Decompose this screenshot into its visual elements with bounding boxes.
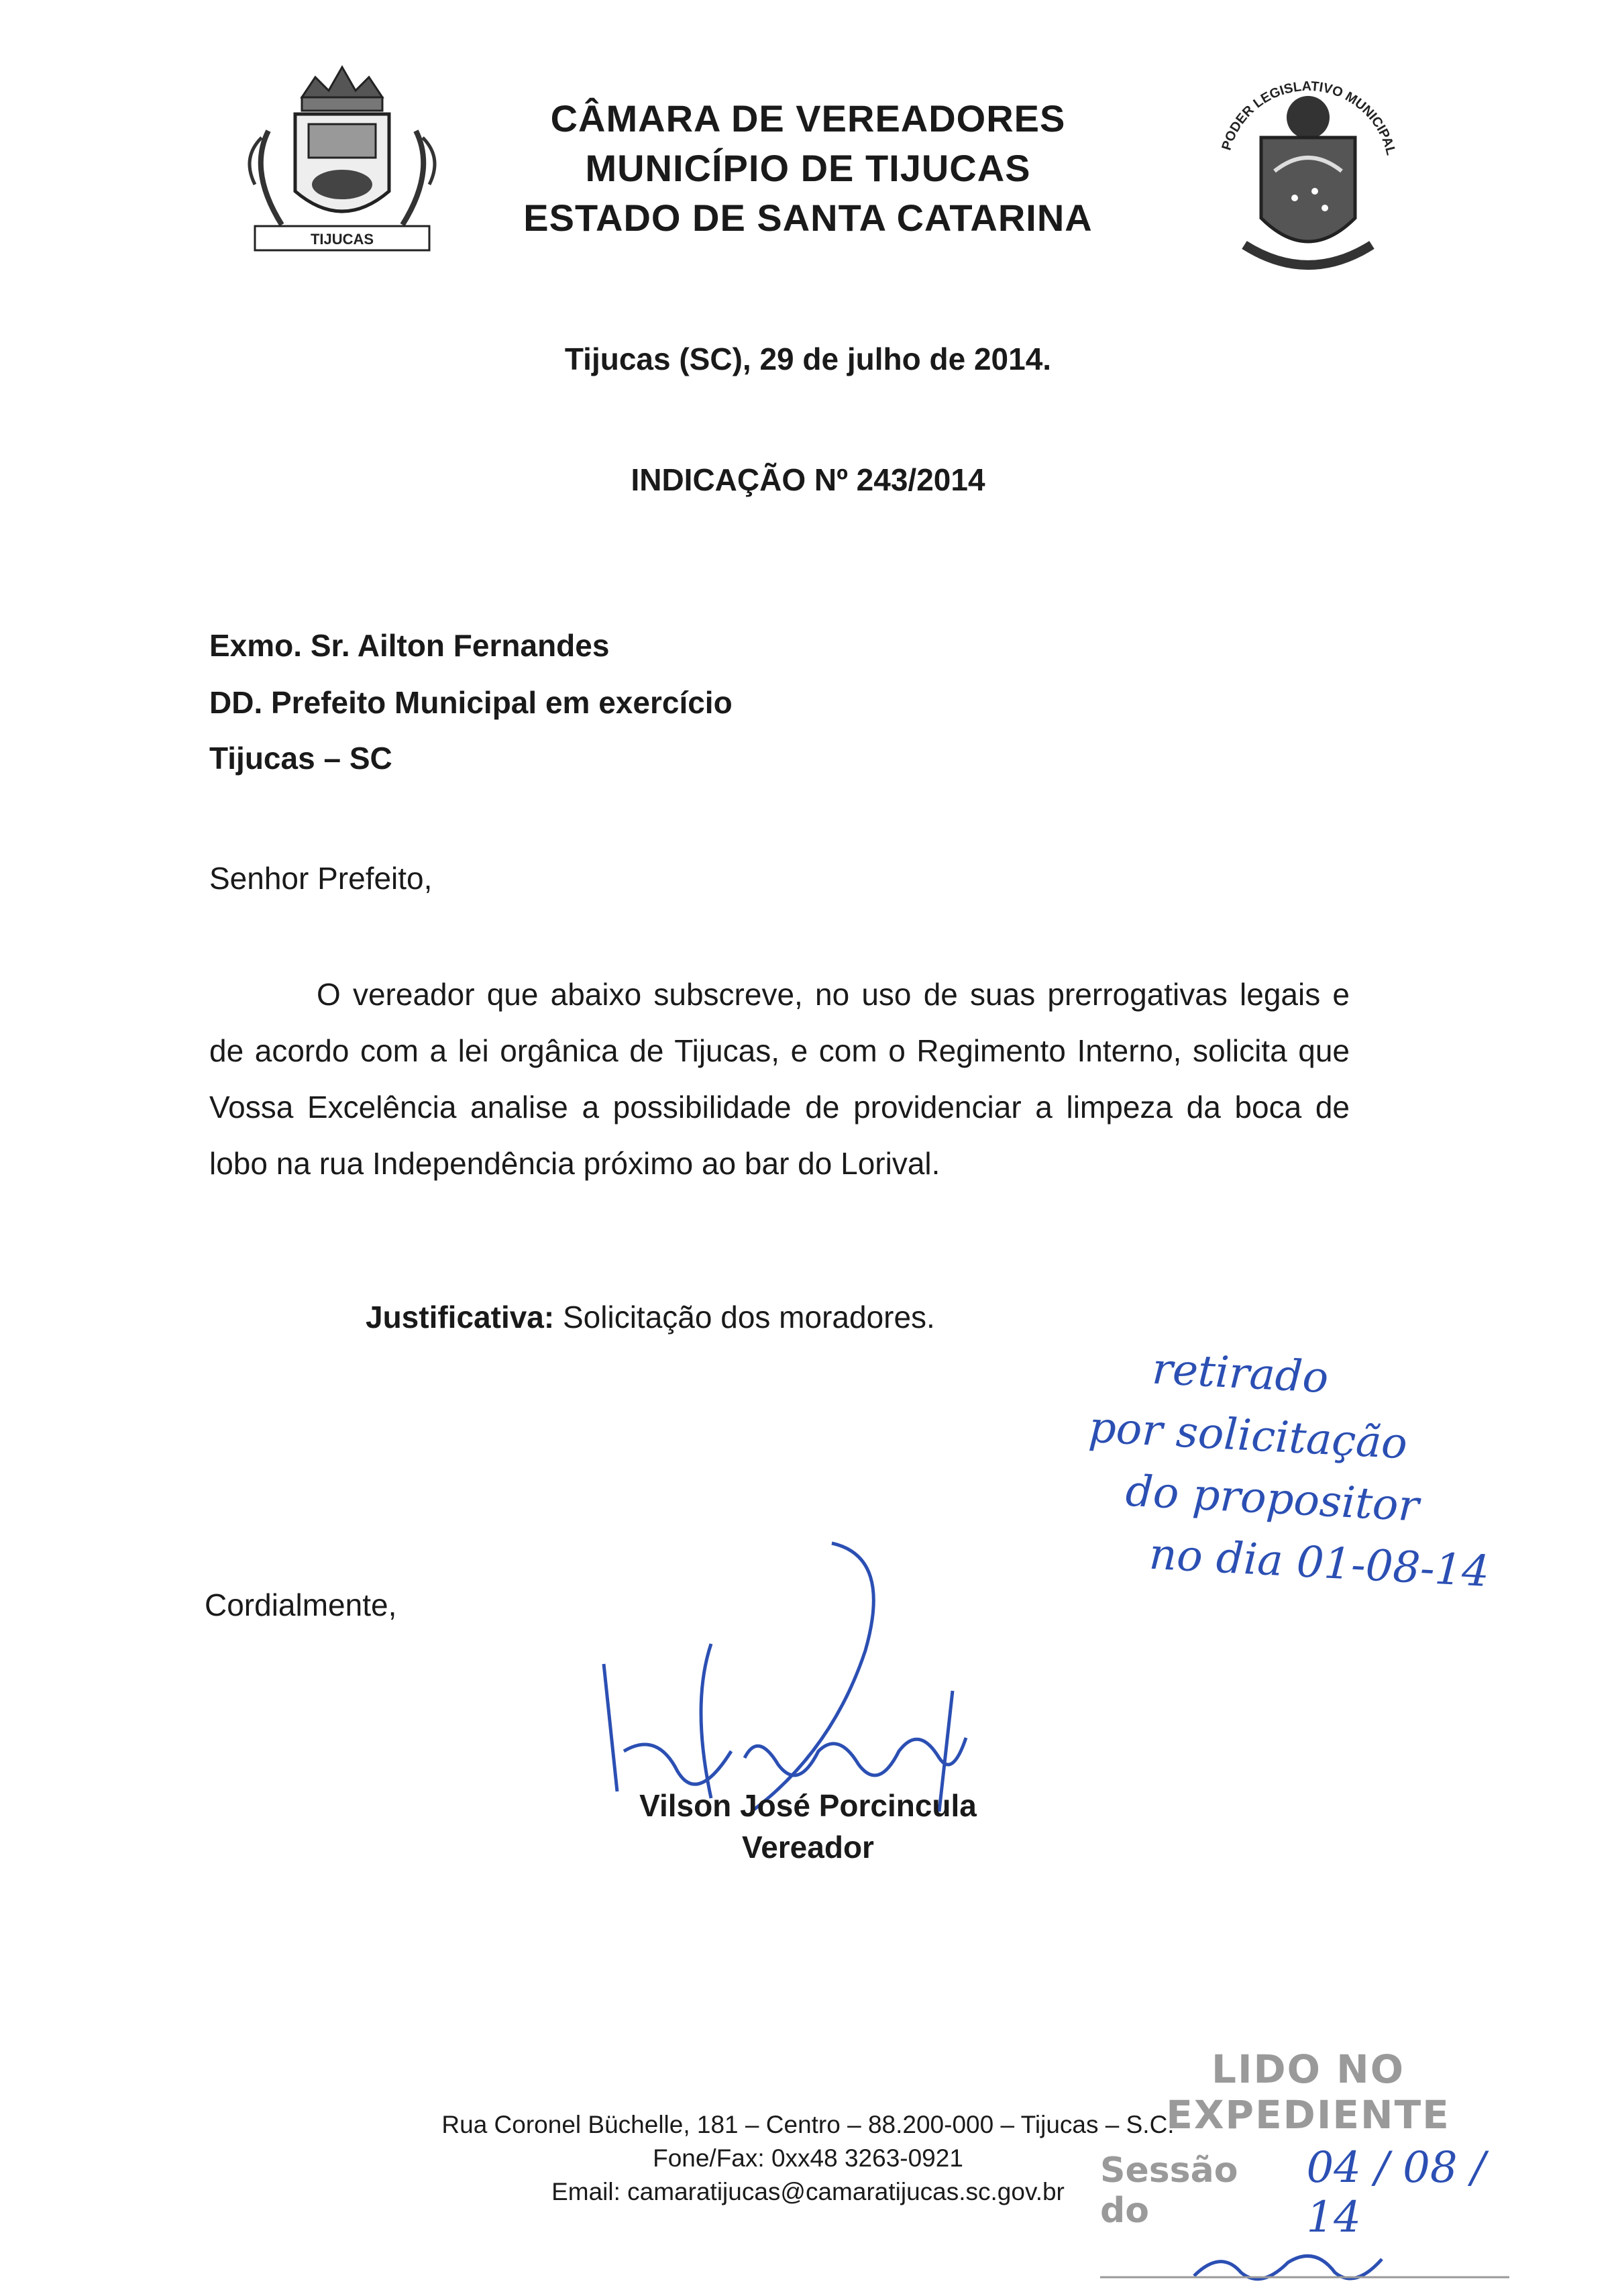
right-seal-text: PODER LEGISLATIVO MUNICIPAL bbox=[1219, 79, 1399, 157]
header-line-3: ESTADO DE SANTA CATARINA bbox=[523, 197, 1093, 239]
legislative-seal-icon bbox=[1207, 64, 1409, 278]
signature-block bbox=[0, 1785, 1616, 1868]
justificativa bbox=[366, 1299, 935, 1335]
recipient-location: Tijucas – SC bbox=[209, 741, 392, 776]
signer-name: Vilson José Porcincula bbox=[639, 1788, 977, 1823]
header-line-2: MUNICÍPIO DE TIJUCAS bbox=[585, 147, 1031, 189]
justificativa-label: Justificativa: bbox=[366, 1300, 555, 1335]
indicacao-number: INDICAÇÃO Nº 243/2014 bbox=[631, 462, 985, 497]
handwritten-line-2: por solicitação bbox=[1087, 1402, 1409, 1469]
header-line-1: CÂMARA DE VEREADORES bbox=[550, 97, 1066, 140]
handwritten-line-3: do propositor bbox=[1124, 1466, 1420, 1532]
stamp-initials-icon bbox=[1073, 2242, 1543, 2296]
handwritten-line-1: retirado bbox=[1150, 1344, 1330, 1404]
recipient-title: DD. Prefeito Municipal em exercício bbox=[209, 685, 733, 720]
handwritten-note bbox=[1081, 1335, 1616, 1609]
signer-role: Vereador bbox=[742, 1830, 874, 1865]
salutation: Senhor Prefeito, bbox=[209, 861, 433, 896]
justificativa-text: Solicitação dos moradores. bbox=[554, 1300, 935, 1335]
date-line: Tijucas (SC), 29 de julho de 2014. bbox=[564, 342, 1052, 376]
left-seal-text: TIJUCAS bbox=[310, 231, 374, 248]
footer-email: Email: camaratijucas@camaratijucas.sc.gov.br bbox=[551, 2178, 1065, 2205]
footer bbox=[0, 2108, 1616, 2209]
body-paragraph-text: O vereador que abaixo subscreve, no uso de suas prerrogativas legais e de acordo com a lei orgânica de Tijucas, e com o Regimento Interno, solicita que Vossa Excelência analise a possibilidade de providenciar a limpeza da boca de lobo na rua Independência próximo ao bar do Lorival. bbox=[209, 977, 1350, 1181]
handwritten-line-4: no dia 01-08-14 bbox=[1148, 1529, 1491, 1598]
stamp-date: 04 / 08 / 14 bbox=[1306, 2143, 1486, 2242]
recipient-name: Exmo. Sr. Ailton Fernandes bbox=[209, 628, 610, 663]
stamp-title: LIDO NO EXPEDIENTE bbox=[1166, 2046, 1450, 2138]
footer-phone: Fone/Fax: 0xx48 3263-0921 bbox=[653, 2144, 963, 2172]
footer-address: Rua Coronel Büchelle, 181 – Centro – 88.200-000 – Tijucas – S.C. bbox=[441, 2111, 1175, 2138]
body-paragraph bbox=[209, 966, 1350, 1192]
closing: Cordialmente, bbox=[205, 1587, 397, 1622]
stamp-session-label: Sessão do bbox=[1100, 2150, 1238, 2231]
